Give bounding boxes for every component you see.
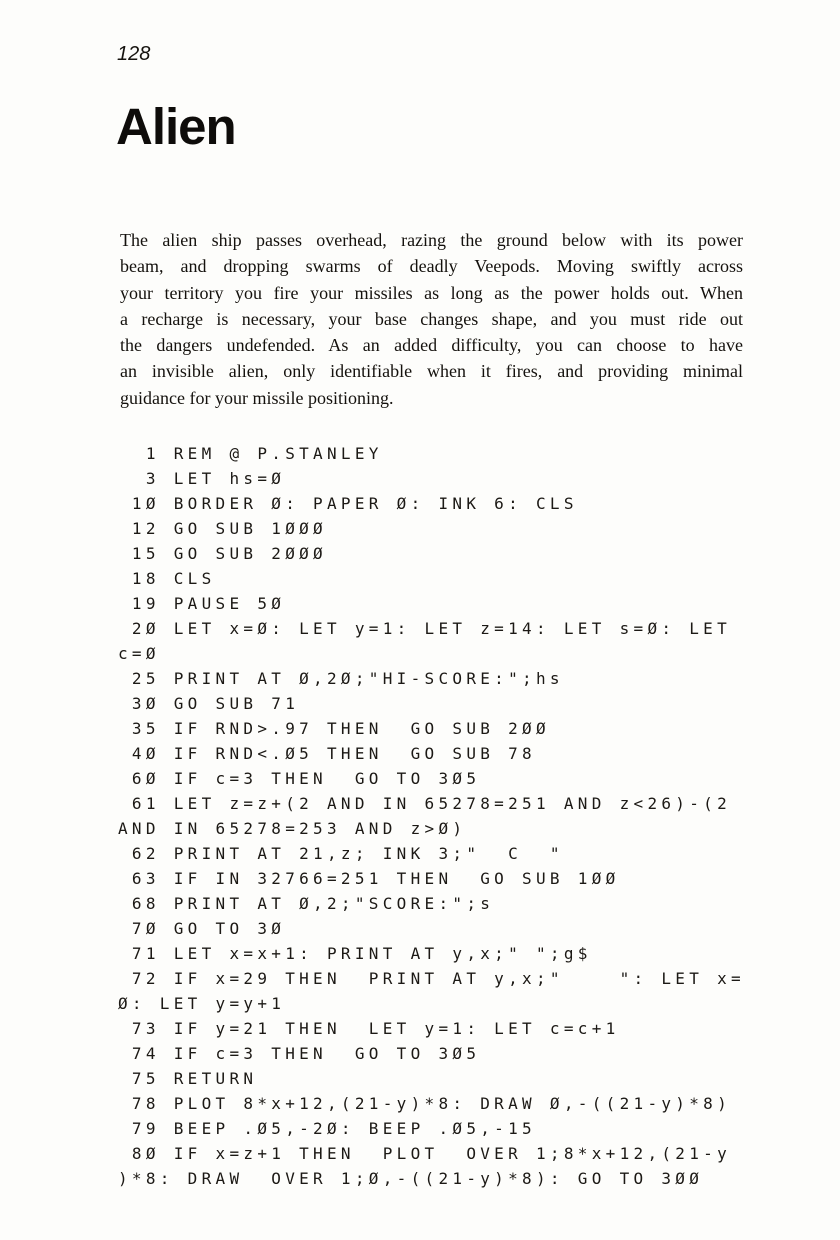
intro-line: The alien ship passes overhead, razing the ground below with its power [120, 230, 743, 250]
page-number: 128 [117, 43, 151, 65]
code-line: 78 PLOT 8*x+12,(21-y)*8: DRAW Ø,-((21-y)*8) [118, 1094, 732, 1113]
code-line: 62 PRINT AT 21,z; INK 3;" C " [118, 844, 564, 863]
code-line: 2Ø LET x=Ø: LET y=1: LET z=14: LET s=Ø: LET [118, 619, 732, 638]
code-line: 18 CLS [118, 569, 216, 588]
code-line: 79 BEEP .Ø5,-2Ø: BEEP .Ø5,-15 [118, 1119, 536, 1138]
code-line: 1 REM @ P.STANLEY [118, 444, 383, 463]
intro-line: your territory you fire your missiles as long as the power holds out. When [120, 282, 743, 303]
code-line: Ø: LET y=y+1 [118, 994, 286, 1013]
code-line: 68 PRINT AT Ø,2;"SCORE:";s [118, 894, 495, 913]
intro-line: the dangers undefended. As an added difficulty, you can choose to have [120, 335, 743, 356]
code-line: 72 IF x=29 THEN PRINT AT y,x;" ": LET x= [118, 969, 745, 988]
code-line: 7Ø GO TO 3Ø [118, 919, 286, 938]
code-line: 6Ø IF c=3 THEN GO TO 3Ø5 [118, 769, 481, 788]
code-line: 15 GO SUB 2ØØØ [118, 544, 327, 563]
code-line: 12 GO SUB 1ØØØ [118, 519, 327, 538]
page-title: Alien [116, 98, 236, 155]
intro-line: a recharge is necessary, your base changes shape, and you must ride out [120, 308, 743, 329]
code-line: c=Ø [118, 644, 160, 663]
code-line: 8Ø IF x=z+1 THEN PLOT OVER 1;8*x+12,(21-y [118, 1144, 732, 1163]
intro-line: an invisible alien, only identifiable when it fires, and providing minimal [120, 361, 743, 382]
code-line: 35 IF RND>.97 THEN GO SUB 2ØØ [118, 719, 550, 738]
code-line: 73 IF y=21 THEN LET y=1: LET c=c+1 [118, 1019, 620, 1038]
code-line: 71 LET x=x+1: PRINT AT y,x;" ";g$ [118, 944, 592, 963]
code-line: 61 LET z=z+(2 AND IN 65278=251 AND z<26)-(2 [118, 794, 732, 813]
code-line: 4Ø IF RND<.Ø5 THEN GO SUB 78 [118, 744, 536, 763]
basic-program-listing [118, 441, 745, 1191]
code-line: 25 PRINT AT Ø,2Ø;"HI-SCORE:";hs [118, 669, 564, 688]
code-line: 3 LET hs=Ø [118, 469, 286, 488]
intro-line: guidance for your missile positioning. [120, 387, 394, 408]
code-line: 1Ø BORDER Ø: PAPER Ø: INK 6: CLS [118, 494, 578, 513]
code-line: AND IN 65278=253 AND z>Ø) [118, 819, 467, 838]
code-line: 19 PAUSE 5Ø [118, 594, 286, 613]
code-line: )*8: DRAW OVER 1;Ø,-((21-y)*8): GO TO 3ØØ [118, 1169, 704, 1188]
code-line: 3Ø GO SUB 71 [118, 694, 300, 713]
code-line: 75 RETURN [118, 1069, 258, 1088]
code-line: 63 IF IN 32766=251 THEN GO SUB 1ØØ [118, 869, 620, 888]
code-line: 74 IF c=3 THEN GO TO 3Ø5 [118, 1044, 481, 1063]
intro-line: beam, and dropping swarms of deadly Veepods. Moving swiftly across [120, 256, 743, 277]
intro-paragraph [120, 227, 743, 411]
